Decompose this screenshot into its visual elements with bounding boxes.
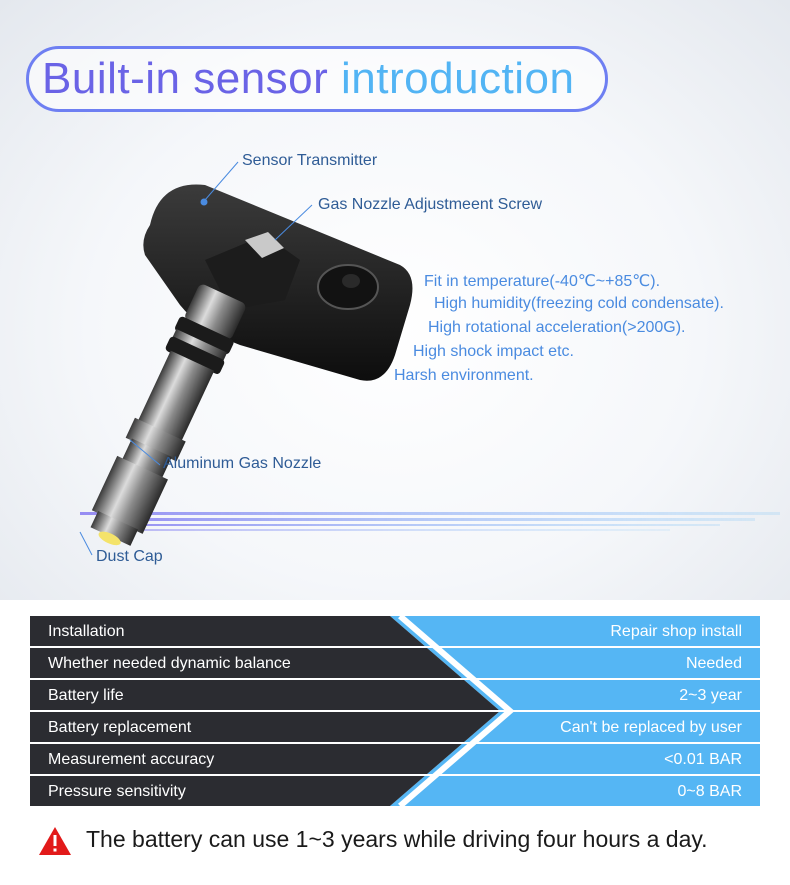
spec-label: Battery life: [48, 687, 124, 704]
spec-value: Can't be replaced by user: [560, 719, 742, 736]
spec-label: Battery replacement: [48, 719, 192, 736]
callout-sensor-transmitter: Sensor Transmitter: [242, 152, 378, 169]
callout-gas-nozzle-screw: Gas Nozzle Adjustmeent Screw: [318, 196, 543, 213]
spec-row-battery-replacement: [30, 713, 760, 742]
spec-label: Measurement accuracy: [48, 751, 215, 768]
spec-row-dynamic-balance: [30, 649, 760, 678]
spec-value: 0~8 BAR: [677, 783, 742, 800]
spec-label: Installation: [48, 623, 125, 640]
spec-row-installation: [30, 617, 760, 646]
spec-table: [30, 616, 760, 806]
spec-row-battery-life: [30, 681, 760, 710]
battery-note-text: The battery can use 1~3 years while driving four hours a day.: [86, 826, 708, 852]
feature-item: Harsh environment.: [394, 367, 534, 384]
spec-label: Pressure sensitivity: [48, 783, 186, 800]
spec-value: 2~3 year: [679, 687, 742, 704]
battery-note: [36, 822, 756, 862]
page-title: [42, 50, 575, 108]
feature-item: High humidity(freezing cold condensate).: [434, 295, 724, 312]
warning-icon: [38, 826, 72, 856]
callout-dust-cap: Dust Cap: [96, 548, 163, 565]
spec-value: Needed: [685, 655, 742, 672]
title-part-1: Built-in sensor: [42, 54, 329, 103]
callout-aluminum-nozzle: Aluminum Gas Nozzle: [163, 455, 322, 472]
speed-streaks: [80, 512, 780, 531]
spec-label: Whether needed dynamic balance: [48, 655, 291, 672]
spec-row-pressure-sensitivity: [30, 777, 760, 806]
spec-row-measurement-accuracy: [30, 745, 760, 774]
spec-value: <0.01 BAR: [664, 751, 742, 768]
spec-value: Repair shop install: [610, 623, 742, 640]
feature-item: High rotational acceleration(>200G).: [428, 319, 686, 336]
feature-item: High shock impact etc.: [413, 343, 574, 360]
title-part-2: introduction: [341, 54, 575, 103]
feature-item: Fit in temperature(-40℃~+85℃).: [424, 273, 661, 290]
